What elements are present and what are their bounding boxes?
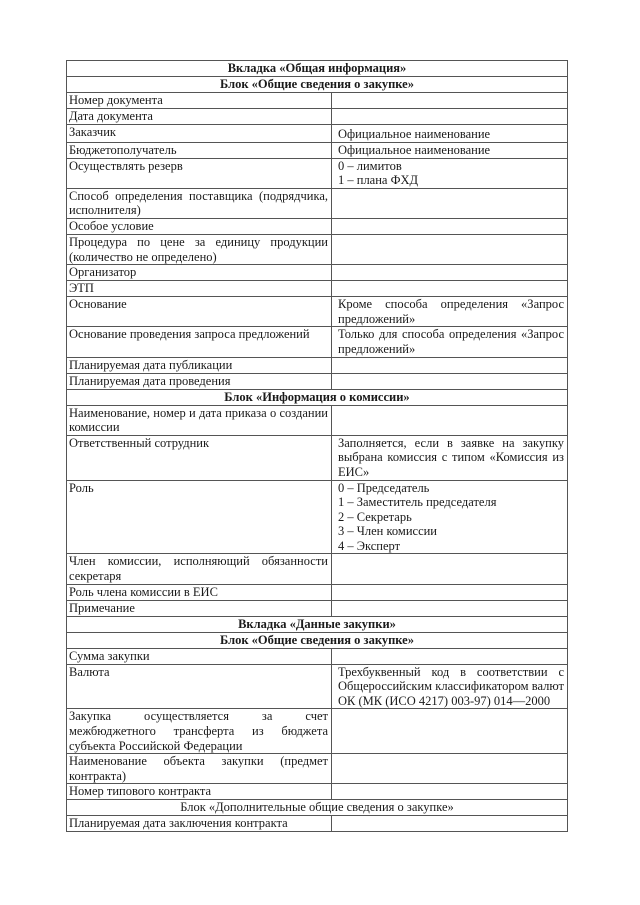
field-label: Организатор bbox=[67, 265, 332, 280]
field-label: Роль члена комиссии в ЕИС bbox=[67, 585, 332, 600]
field-value bbox=[332, 406, 568, 435]
field-value bbox=[332, 219, 568, 234]
field-label: Заказчик bbox=[67, 125, 332, 142]
field-label: Планируемая дата заключения контракта bbox=[67, 816, 332, 831]
field-label: Планируемая дата публикации bbox=[67, 358, 332, 373]
field-label: Особое условие bbox=[67, 219, 332, 234]
table-row bbox=[67, 265, 568, 281]
field-value bbox=[332, 235, 568, 264]
section-header-row bbox=[67, 77, 568, 93]
field-label: Валюта bbox=[67, 665, 332, 709]
table-row bbox=[67, 235, 568, 265]
field-value bbox=[332, 358, 568, 373]
field-label: Наименование объекта закупки (предмет контракта) bbox=[67, 754, 332, 783]
field-label: Номер типового контракта bbox=[67, 784, 332, 799]
section-header-row bbox=[67, 61, 568, 77]
field-label: Ответственный сотрудник bbox=[67, 436, 332, 480]
table-row bbox=[67, 219, 568, 235]
table-row bbox=[67, 281, 568, 297]
field-value bbox=[332, 93, 568, 108]
field-value bbox=[332, 125, 568, 142]
field-label: Член комиссии, исполняющий обязанности секретаря bbox=[67, 554, 332, 583]
table-row bbox=[67, 481, 568, 555]
field-value bbox=[332, 436, 568, 480]
section-header-row bbox=[67, 390, 568, 406]
field-label: Роль bbox=[67, 481, 332, 554]
field-value bbox=[332, 109, 568, 124]
field-value bbox=[332, 601, 568, 616]
field-value-line: Кроме способа определения «Запрос предложений» bbox=[338, 297, 564, 326]
table-row bbox=[67, 665, 568, 710]
field-value bbox=[332, 189, 568, 218]
field-value bbox=[332, 143, 568, 158]
table-row bbox=[67, 189, 568, 219]
table-row bbox=[67, 406, 568, 436]
field-value-line: 1 – Заместитель председателя bbox=[338, 495, 497, 510]
field-value-line: 0 – лимитов bbox=[338, 158, 402, 173]
field-value-line: 3 – Член комиссии bbox=[338, 524, 437, 539]
section-header-row bbox=[67, 617, 568, 633]
table-row bbox=[67, 585, 568, 601]
field-value bbox=[332, 649, 568, 664]
field-value-line: 0 – Председатель bbox=[338, 480, 430, 495]
table-row bbox=[67, 436, 568, 481]
field-value-line: 1 – плана ФХД bbox=[338, 173, 419, 188]
field-value bbox=[332, 554, 568, 583]
table-row bbox=[67, 374, 568, 390]
field-value bbox=[332, 585, 568, 600]
table-row bbox=[67, 109, 568, 125]
field-label: Бюджетополучатель bbox=[67, 143, 332, 158]
field-value bbox=[332, 327, 568, 356]
field-value-line: Только для способа определения «Запрос предложений» bbox=[338, 327, 564, 356]
field-value bbox=[332, 709, 568, 753]
section-header: Блок «Общие сведения о закупке» bbox=[67, 633, 568, 648]
field-value-line: Заполняется, если в заявке на закупку выбрана комиссия с типом «Комиссия из ЕИС» bbox=[338, 435, 564, 479]
field-label: Осуществлять резерв bbox=[67, 159, 332, 188]
field-value bbox=[332, 754, 568, 783]
table-row bbox=[67, 554, 568, 584]
field-label: Способ определения поставщика (подрядчика, исполнителя) bbox=[67, 189, 332, 218]
table-row bbox=[67, 125, 568, 143]
field-value bbox=[332, 374, 568, 389]
table-row bbox=[67, 159, 568, 189]
field-value-line: 4 – Эксперт bbox=[338, 538, 401, 553]
document-table bbox=[66, 60, 568, 832]
field-label: Примечание bbox=[67, 601, 332, 616]
field-label: ЭТП bbox=[67, 281, 332, 296]
table-row bbox=[67, 93, 568, 109]
field-value bbox=[332, 816, 568, 831]
section-header: Блок «Дополнительные общие сведения о закупке» bbox=[67, 800, 568, 815]
table-row bbox=[67, 358, 568, 374]
field-label: Закупка осуществляется за счет межбюджетного трансферта из бюджета субъекта Российской Федерации bbox=[67, 709, 332, 753]
table-row bbox=[67, 297, 568, 327]
section-header: Вкладка «Данные закупки» bbox=[67, 617, 568, 632]
field-label: Наименование, номер и дата приказа о создании комиссии bbox=[67, 406, 332, 435]
section-header: Блок «Информация о комиссии» bbox=[67, 390, 568, 405]
field-label: Основание bbox=[67, 297, 332, 326]
table-row bbox=[67, 784, 568, 800]
field-label: Сумма закупки bbox=[67, 649, 332, 664]
table-row bbox=[67, 143, 568, 159]
field-value-line: Трехбуквенный код в соответствии с Общероссийским классификатором валют ОК (МК (ИСО 4217) 003-97) 014—2000 bbox=[338, 664, 564, 708]
field-value bbox=[332, 297, 568, 326]
section-header: Блок «Общие сведения о закупке» bbox=[67, 77, 568, 92]
field-label: Номер документа bbox=[67, 93, 332, 108]
field-value bbox=[332, 665, 568, 709]
field-value-line: 2 – Секретарь bbox=[338, 509, 412, 524]
field-label: Дата документа bbox=[67, 109, 332, 124]
field-label: Планируемая дата проведения bbox=[67, 374, 332, 389]
table-row bbox=[67, 754, 568, 784]
field-value bbox=[332, 481, 568, 554]
field-value-line: Официальное наименование bbox=[338, 142, 491, 157]
field-label: Процедура по цене за единицу продукции (количество не определено) bbox=[67, 235, 332, 264]
field-value bbox=[332, 159, 568, 188]
field-value bbox=[332, 281, 568, 296]
table-row bbox=[67, 601, 568, 617]
section-header-row bbox=[67, 633, 568, 649]
field-label: Основание проведения запроса предложений bbox=[67, 327, 332, 356]
field-value bbox=[332, 784, 568, 799]
field-value-line: Официальное наименование bbox=[338, 127, 491, 141]
table-row bbox=[67, 327, 568, 357]
table-row bbox=[67, 649, 568, 665]
field-value bbox=[332, 265, 568, 280]
section-header: Вкладка «Общая информация» bbox=[67, 61, 568, 76]
table-row bbox=[67, 709, 568, 754]
table-row bbox=[67, 816, 568, 832]
section-header-row bbox=[67, 800, 568, 816]
